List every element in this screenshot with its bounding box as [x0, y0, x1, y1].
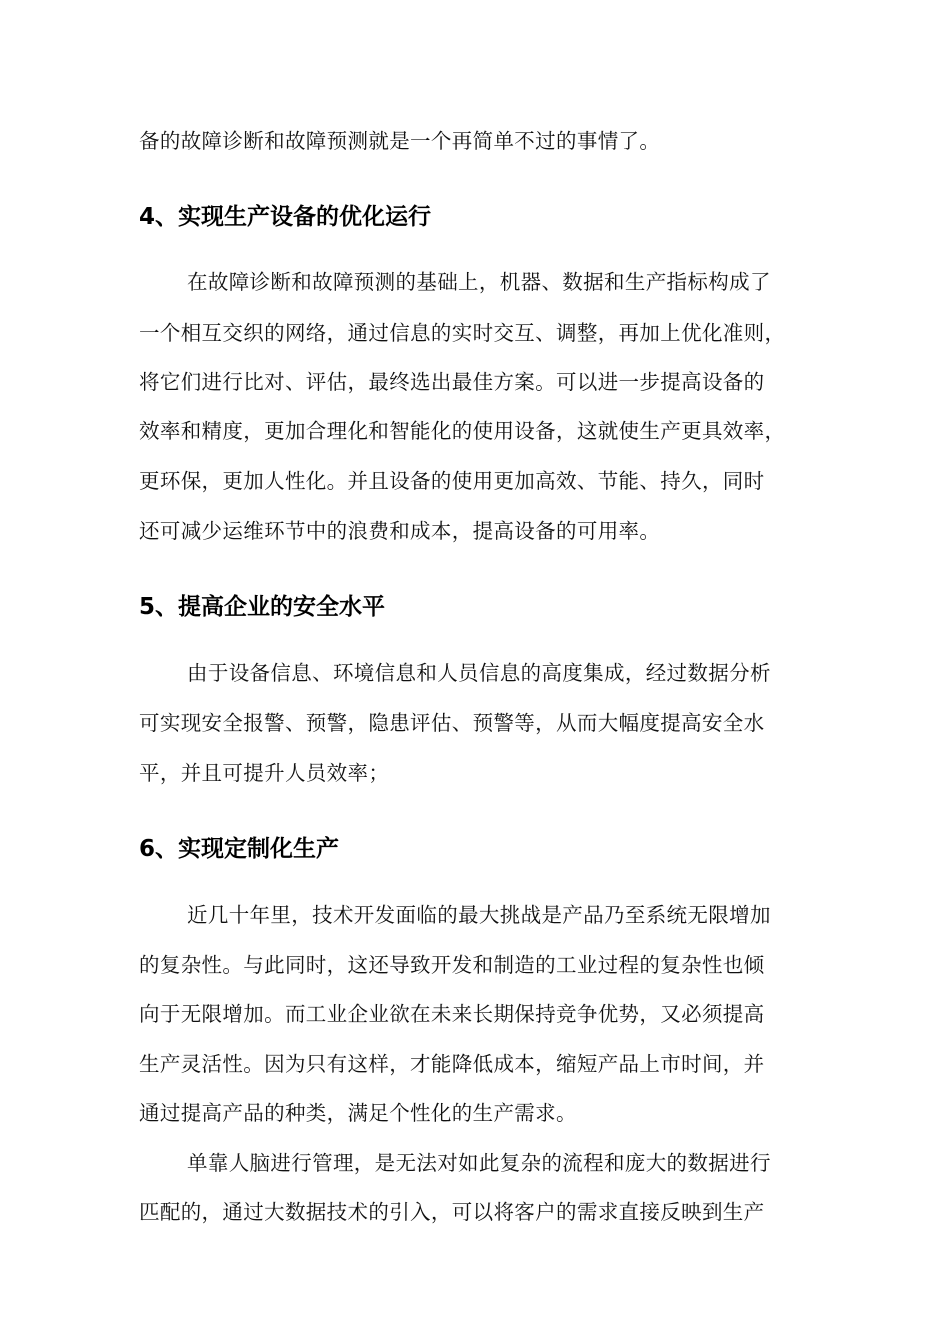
paragraph-line: 将它们进行比对、评估，最终选出最佳方案。可以进一步提高设备的 — [139, 370, 765, 394]
section-5-heading: 5、提高企业的安全水平 — [139, 594, 386, 620]
paragraph-line: 还可减少运维环节中的浪费和成本，提高设备的可用率。 — [139, 519, 661, 543]
paragraph-line: 一个相互交织的网络，通过信息的实时交互、调整，再加上优化准则， — [139, 321, 786, 345]
section-4-heading: 4、实现生产设备的优化运行 — [139, 204, 432, 230]
paragraph-line: 可实现安全报警、预警，隐患评估、预警等，从而大幅度提高安全水 — [139, 711, 765, 735]
paragraph-line: 生产灵活性。因为只有这样，才能降低成本，缩短产品上市时间，并 — [139, 1052, 765, 1076]
paragraph-line: 备的故障诊断和故障预测就是一个再简单不过的事情了。 — [139, 129, 661, 153]
paragraph-line: 通过提高产品的种类，满足个性化的生产需求。 — [139, 1101, 577, 1125]
paragraph-line: 向于无限增加。而工业企业欲在未来长期保持竞争优势，又必须提高 — [139, 1002, 765, 1026]
paragraph-line: 效率和精度，更加合理化和智能化的使用设备，这就使生产更具效率， — [139, 419, 786, 443]
paragraph-line: 单靠人脑进行管理，是无法对如此复杂的流程和庞大的数据进行 — [187, 1151, 771, 1175]
section-6-heading: 6、实现定制化生产 — [139, 836, 340, 862]
paragraph-line: 在故障诊断和故障预测的基础上，机器、数据和生产指标构成了 — [187, 270, 771, 294]
paragraph-line: 近几十年里，技术开发面临的最大挑战是产品乃至系统无限增加 — [187, 903, 771, 927]
paragraph-line: 的复杂性。与此同时，这还导致开发和制造的工业过程的复杂性也倾 — [139, 953, 765, 977]
paragraph-line: 由于设备信息、环境信息和人员信息的高度集成，经过数据分析 — [187, 661, 771, 685]
paragraph-line: 匹配的，通过大数据技术的引入，可以将客户的需求直接反映到生产 — [139, 1200, 765, 1224]
paragraph-line: 更环保，更加人性化。并且设备的使用更加高效、节能、持久，同时 — [139, 469, 765, 493]
paragraph-line: 平，并且可提升人员效率； — [139, 761, 390, 785]
